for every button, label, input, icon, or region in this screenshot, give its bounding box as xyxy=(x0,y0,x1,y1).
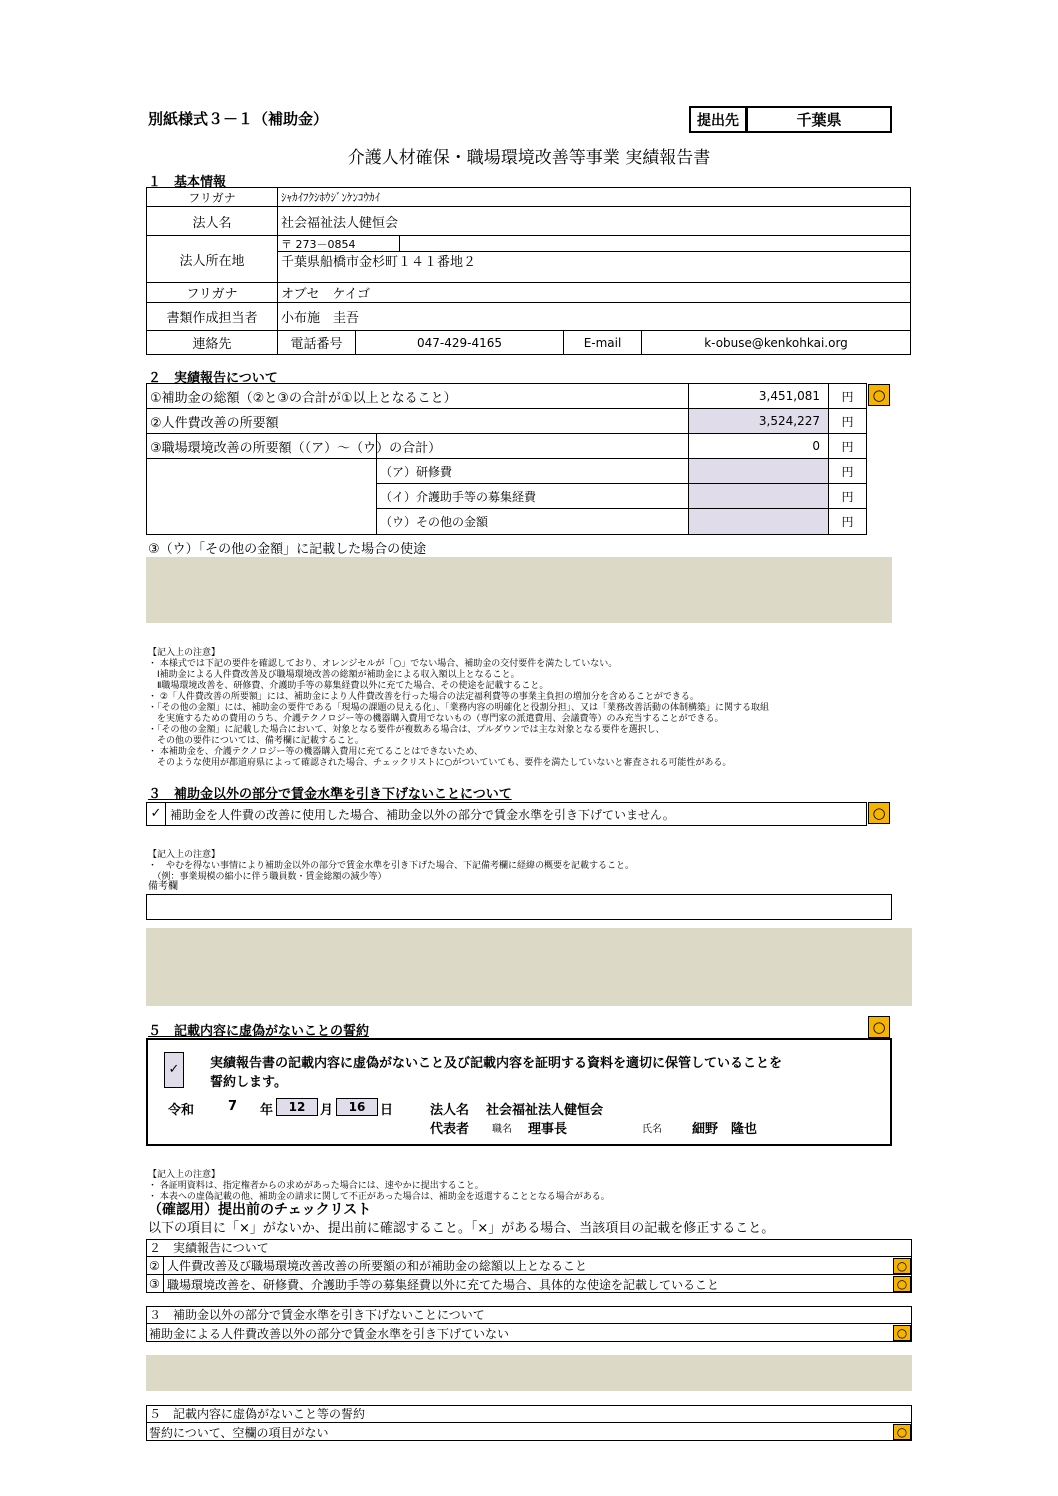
usage-field[interactable] xyxy=(146,557,892,623)
day-unit: 日 xyxy=(380,1103,394,1118)
recruit-cost-field[interactable] xyxy=(688,483,829,509)
era-label: 令和 xyxy=(168,1103,195,1118)
document-title: 介護人材確保・職場環境改善等事業 実績報告書 xyxy=(347,148,711,168)
checklist-heading: （確認用）提出前のチェックリスト xyxy=(148,1202,372,1218)
submit-value: 千葉県 xyxy=(746,106,892,133)
usage-label: ③（ウ）「その他の金額」に記載した場合の使途 xyxy=(148,542,427,557)
postal-extra xyxy=(399,235,911,252)
checklist-group-3-title: ３ 補助金以外の部分で賃金水準を引き下げないことについて xyxy=(146,1306,912,1324)
corp-name-label: 法人名 xyxy=(146,206,278,236)
workplace-cost-value: 0 xyxy=(688,433,829,459)
section-5-heading: ５ 記載内容に虚偽がないことの誓約 xyxy=(148,1024,370,1039)
checklist-row-no: ② xyxy=(146,1257,164,1275)
phone-label: 電話番号 xyxy=(277,330,356,355)
checklist-group-5-title: ５ 記載内容に虚偽がないこと等の誓約 xyxy=(146,1405,912,1423)
checklist-intro: 以下の項目に「×」がないか、提出前に確認すること。「×」がある場合、当該項目の記載を修正すること。 xyxy=(148,1221,775,1236)
total-subsidy-label: ①補助金の総額（②と③の合計が①以上となること） xyxy=(146,383,689,409)
address-label: 法人所在地 xyxy=(146,235,278,283)
form-label: 別紙様式３－１（補助金） xyxy=(148,110,329,128)
checklist-row: 誓約について、空欄の項目がない xyxy=(149,1425,329,1440)
training-cost-field[interactable] xyxy=(688,458,829,484)
other-cost-label: （ウ）その他の金額 xyxy=(376,508,689,535)
section-2-heading: ２ 実績報告について xyxy=(148,371,278,386)
status-ok-icon: ○ xyxy=(868,802,890,824)
month-field[interactable]: 12 xyxy=(276,1098,318,1116)
recruit-cost-label: （イ）介護助手等の募集経費 xyxy=(376,483,689,509)
year-unit: 年 xyxy=(260,1103,274,1118)
author-label: 書類作成担当者 xyxy=(146,302,278,331)
status-ok-icon: ○ xyxy=(868,1016,890,1038)
notes-section-3: 【記入上の注意】 ・ やむを得ない事情により補助金以外の部分で賃金水準を引き下げた場合、下記備考欄に経緯の概要を記載すること。 （例：事業規模の縮小に伴う職員数・賃金総額の減少等） xyxy=(148,850,635,882)
yen-unit: 円 xyxy=(828,508,867,535)
furigana-label: フリガナ xyxy=(146,187,278,207)
section-3-heading: ３ 補助金以外の部分で賃金水準を引き下げないことについて xyxy=(148,787,512,802)
submit-label: 提出先 xyxy=(689,106,747,133)
rep-label: 代表者 xyxy=(430,1122,470,1137)
pledge-text-2: 誓約します。 xyxy=(210,1075,287,1090)
wage-checkbox[interactable]: ✓ xyxy=(146,802,166,826)
kana-label: フリガナ xyxy=(146,282,278,303)
blank-area xyxy=(146,928,912,1006)
corp-name-field[interactable]: 社会福祉法人健恒会 xyxy=(277,206,911,236)
checklist-row-no: ③ xyxy=(146,1275,164,1293)
rep-title-label: 職名 xyxy=(492,1124,512,1135)
total-subsidy-value[interactable]: 3,451,081 xyxy=(688,383,829,409)
rep-name-value: 細野 隆也 xyxy=(692,1122,758,1137)
blank-area xyxy=(146,1355,912,1391)
training-cost-label: （ア）研修費 xyxy=(376,458,689,484)
yen-unit: 円 xyxy=(828,483,867,509)
yen-unit: 円 xyxy=(828,408,867,434)
email-field[interactable]: k-obuse@kenkohkai.org xyxy=(641,330,911,355)
remarks-field[interactable] xyxy=(146,894,892,920)
kana-field[interactable]: オブセ ケイゴ xyxy=(277,282,911,303)
phone-field[interactable]: 047-429-4165 xyxy=(355,330,564,355)
contact-label: 連絡先 xyxy=(146,330,278,355)
email-label: E-mail xyxy=(563,330,642,355)
rep-name-label: 氏名 xyxy=(642,1124,662,1135)
notes-section-5: 【記入上の注意】 ・ 各証明資料は、指定権者からの求めがあった場合には、速やかに提出すること。 ・ 本表への虚偽記載の他、補助金の請求に関して不正があった場合は、補助金を返還することとなる場合がある。 xyxy=(148,1170,610,1202)
checklist-row: 補助金による人件費改善以外の部分で賃金水準を引き下げていない xyxy=(149,1326,510,1341)
yen-unit: 円 xyxy=(828,433,867,459)
pledge-checkbox[interactable]: ✓ xyxy=(164,1052,184,1088)
workplace-cost-label: ③職場環境改善の所要額（（ア）～（ウ）の合計） xyxy=(146,433,689,459)
pledge-text-1: 実績報告書の記載内容に虚偽がないこと及び記載内容を証明する資料を適切に保管していることを xyxy=(210,1056,783,1071)
pledge-corp-label: 法人名 xyxy=(430,1103,470,1118)
labor-cost-value[interactable]: 3,524,227 xyxy=(688,408,829,434)
checklist-group-2-title: ２ 実績報告について xyxy=(146,1239,912,1257)
pledge-corp-value: 社会福祉法人健恒会 xyxy=(486,1103,604,1118)
month-unit: 月 xyxy=(320,1103,334,1118)
checklist-row: 人件費改善及び職場環境改善改善の所要額の和が補助金の総額以上となること xyxy=(164,1257,912,1275)
rep-title-value: 理事長 xyxy=(528,1122,568,1137)
author-field[interactable]: 小布施 圭吾 xyxy=(277,302,911,331)
status-ok-icon: ○ xyxy=(893,1424,911,1440)
yen-unit: 円 xyxy=(828,383,867,409)
labor-cost-label: ②人件費改善の所要額 xyxy=(146,408,689,434)
yen-unit: 円 xyxy=(828,458,867,484)
status-ok-icon: ○ xyxy=(893,1325,911,1341)
status-ok-icon: ○ xyxy=(893,1276,911,1292)
remarks-label: 備考欄 xyxy=(148,881,178,892)
day-field[interactable]: 16 xyxy=(336,1098,378,1116)
checklist-row: 職場環境改善を、研修費、介護助手等の募集経費以外に充てた場合、具体的な使途を記載していること xyxy=(167,1277,720,1292)
status-ok-icon: ○ xyxy=(868,384,890,406)
section-1-heading: １ 基本情報 xyxy=(148,175,227,190)
year-value: 7 xyxy=(228,1099,238,1114)
wage-statement: 補助金を人件費の改善に使用した場合、補助金以外の部分で賃金水準を引き下げていません。 xyxy=(170,808,675,822)
address-field[interactable]: 千葉県船橋市金杉町１４１番地２ xyxy=(281,255,477,270)
furigana-field[interactable]: ｼｬｶｲﾌｸｼﾎｳｼﾞﾝｹﾝｺｳｶｲ xyxy=(277,187,911,207)
postal-field[interactable]: 〒 273－0854 xyxy=(277,235,400,252)
other-cost-field[interactable] xyxy=(688,508,829,535)
status-ok-icon: ○ xyxy=(893,1258,911,1274)
notes-section-2: 【記入上の注意】 ・ 本様式では下記の要件を確認しており、オレンジセルが「○」でない場合、補助金の交付要件を満たしていない。 Ⅰ補助金による人件費改善及び職場環境改善の総額が補助金による収入額以上となること。 Ⅱ職場環境改善を、研修費、介護助手等の募集経費以外に充てた場合、その使途を記載すること。 ・ ②「人件費改善の所要額」には、補助金により人件費改善を行った場合の法定福利費等の事業主負担の増加分を含めることができる。 ・「その他の金額」には、補助金の要件である「現場の課題の見える化」、「業務内容の明確化と役割分担」、又は「業務改善活動の体制構築」に関する取組 を実施するための費用のうち、介護テクノロジー等の機器購入費用でないもの（専門家の派遣費用、会議費等）のみ充当することができる。 ・「その他の金額」に記載した場合において、対象となる要件が複数ある場合は、プルダウンでは主な対象となる要件を選択し、 その他の要件については、備考欄に記載すること。 ・ 本補助金を、介護テクノロジー等の機器購入費用に充てることはできないため、 そのような使用が都道府県によって確認された場合、チェックリストに○がついていても、要件を満たしていないと審査される可能性がある。 xyxy=(148,648,770,768)
